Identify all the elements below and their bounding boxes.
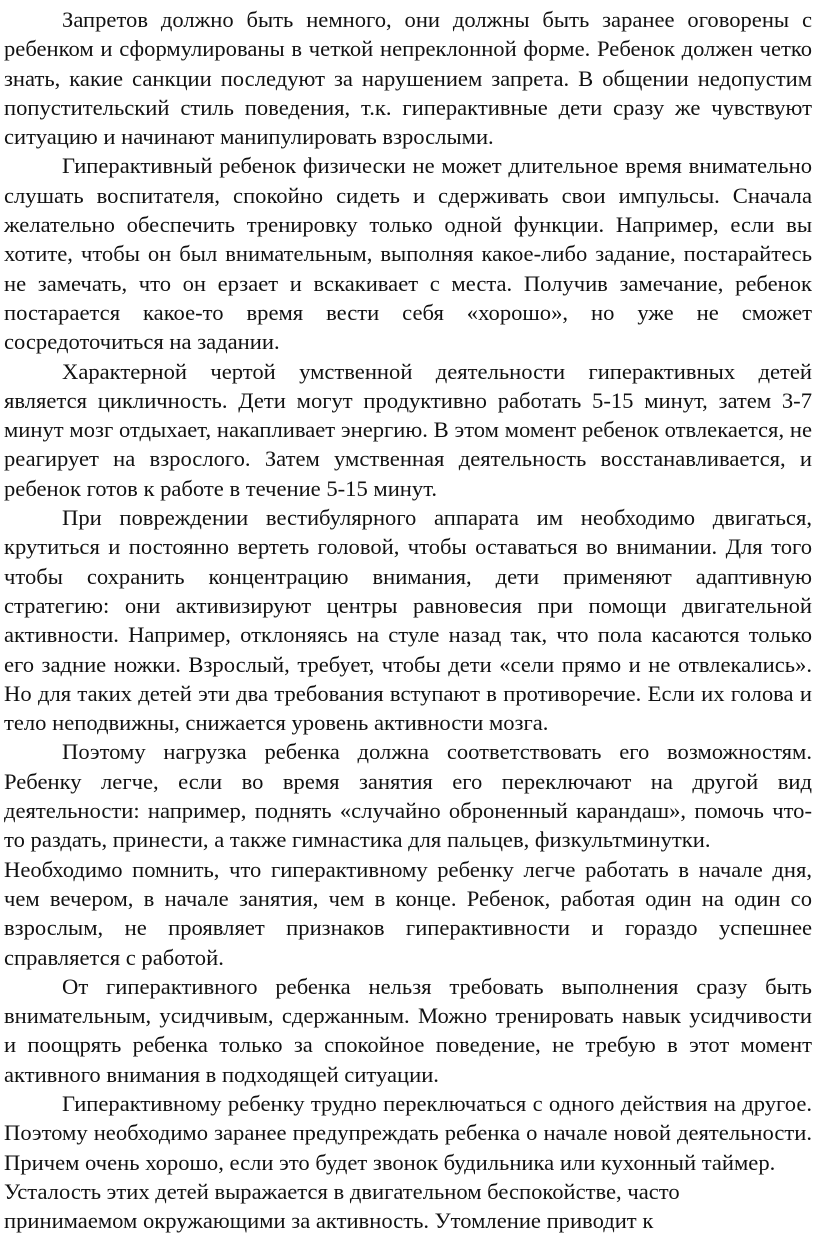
paragraph-time-of-day: Необходимо помнить, что гиперактивному ребенку легче работать в начале дня, чем вечером, в начале занятия, чем в конце. Ребенок, работая один на один со взрослым, не проявляет признаков гиперактивности и гораздо успешнее справляется с работой. — [4, 856, 812, 970]
paragraph-workload: Поэтому нагрузка ребенка должна соответствовать его возможностям. Ребенку легче, если во время занятия его переключают на другой вид деятельности: например, поднять «случайно оброненный карандаш», помочь что-то раздать, принести, а также гимнастика для пальцев, физкультминутки. — [4, 739, 812, 853]
paragraph-cyclicity: Характерной чертой умственной деятельности гиперактивных детей является цикличность. Дети могут продуктивно работать 5-15 минут, затем 3-7 минут мозг отдыхает, накапливает энергию. В этом момент ребенок отвлекается, не реагирует на взрослого. Затем умственная деятельность восстанавливается, и ребенок готов к работе в течение 5-15 минут. — [4, 358, 812, 501]
paragraph-fatigue: Усталость этих детей выражается в двигательном беспокойстве, часто принимаемом окружающими за активность. Утомление приводит к — [4, 1178, 680, 1234]
paragraph-prohibitions: Запретов должно быть немного, они должны быть заранее оговорены с ребенком и сформулированы в четкой непреклонной форме. Ребенок должен четко знать, какие санкции последуют за нарушением запрета. В общении недопустим попустительский стиль поведения, т.к. гиперактивные дети сразу же чувствуют ситуацию и начинают манипулировать взрослыми. — [4, 7, 812, 150]
paragraph-requirements: От гиперактивного ребенка нельзя требовать выполнения сразу быть внимательным, усидчивым, сдержанным. Можно тренировать навык усидчивости и поощрять ребенка только за спокойное поведение, не требую в этот момент активного внимания в подходящей ситуации. — [4, 973, 812, 1087]
paragraph-attention-training: Гиперактивный ребенок физически не может длительное время внимательно слушать воспитателя, спокойно сидеть и сдерживать свои импульсы. Сначала желательно обеспечить тренировку только одной функции. Например, если вы хотите, чтобы он был внимательным, выполняя какое-либо задание, постарайтесь не замечать, что он ерзает и вскакивает с места. Получив замечание, ребенок постарается какое-то время вести себя «хорошо», но уже не сможет сосредоточиться на задании. — [4, 153, 812, 355]
paragraph-switching: Гиперактивному ребенку трудно переключаться с одного действия на другое. Поэтому необходимо заранее предупреждать ребенка о начале новой деятельности. Причем очень хорошо, если это будет звонок будильника или кухонный таймер. — [4, 1090, 812, 1175]
paragraph-vestibular: При повреждении вестибулярного аппарата им необходимо двигаться, крутиться и постоянно вертеть головой, чтобы оставаться во внимании. Для того чтобы сохранить концентрацию внимания, дети применяют адаптивную стратегию: они активизируют центры равновесия при помощи двигательной активности. Например, отклоняясь на стуле назад так, что пола касаются только его задние ножки. Взрослый, требует, чтобы дети «сели прямо и не отвлекались». Но для таких детей эти два требования вступают в противоречие. Если их голова и тело неподвижны, снижается уровень активности мозга. — [4, 505, 812, 736]
